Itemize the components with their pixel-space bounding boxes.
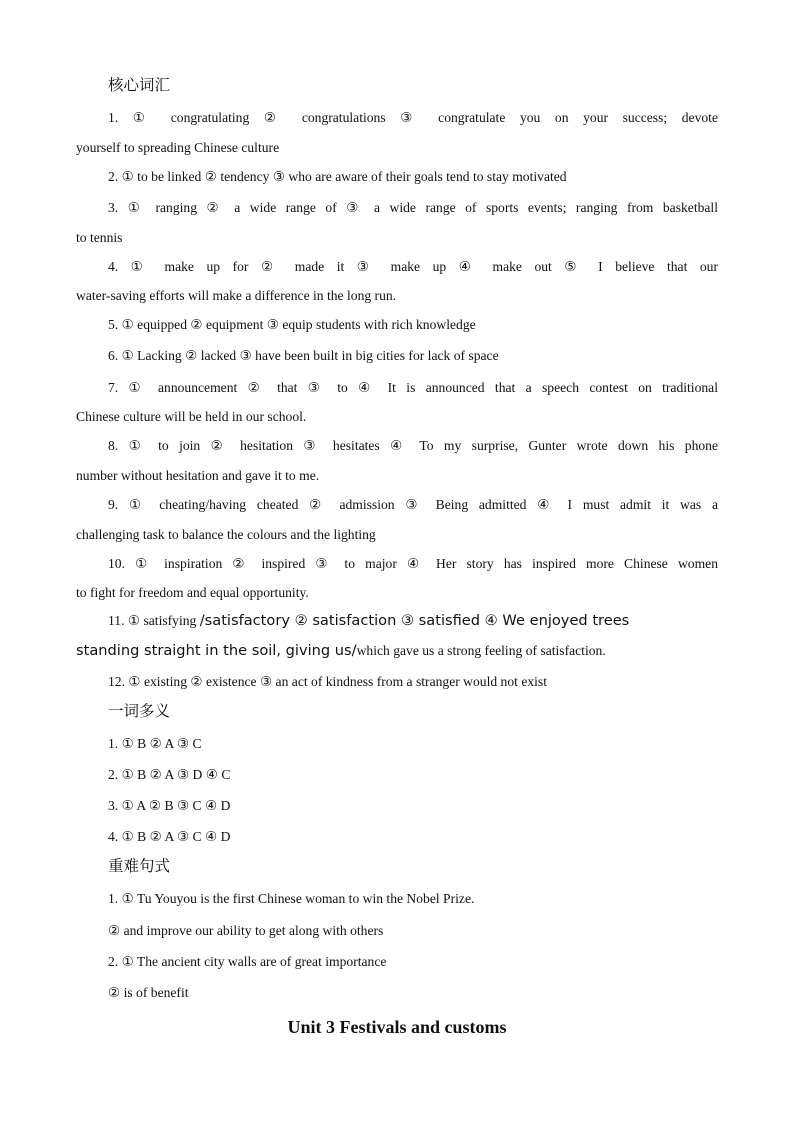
vocab-item-11-sans-continuation: standing straight in the soil, giving us/	[76, 642, 357, 659]
vocab-item-8-line-2: number without hesitation and gave it to me.	[76, 468, 320, 483]
polysemy-item-3: 3. ① A ② B ③ C ④ D	[108, 798, 231, 813]
vocab-item-7-line-1: 7. ① announcement ② that ③ to ④ It is announced that a speech contest on traditional	[108, 380, 718, 395]
polysemy-item-4: 4. ① B ② A ③ C ④ D	[108, 829, 231, 844]
vocab-item-8-line-1: 8. ① to join ② hesitation ③ hesitates ④ To my surprise, Gunter wrote down his phone	[108, 438, 718, 453]
unit-title: Unit 3 Festivals and customs	[287, 1017, 507, 1037]
vocab-item-3-line-1: 3. ① ranging ② a wide range of ③ a wide range of sports events; ranging from basketball	[108, 200, 718, 215]
vocab-item-3-line-2: to tennis	[76, 230, 123, 245]
vocab-item-10-line-2: to fight for freedom and equal opportunity.	[76, 585, 309, 600]
vocab-item-9-line-2: challenging task to balance the colours and the lighting	[76, 527, 376, 542]
sentence-item-1b: ② and improve our ability to get along with others	[108, 923, 384, 938]
vocab-item-11-line-1	[108, 612, 718, 630]
vocab-item-7-line-2: Chinese culture will be held in our school.	[76, 409, 307, 424]
vocab-item-2: 2. ① to be linked ② tendency ③ who are aware of their goals tend to stay motivated	[108, 169, 567, 184]
vocab-item-9-line-1: 9. ① cheating/having cheated ② admission ③ Being admitted ④ I must admit it was a	[108, 497, 718, 512]
sentence-item-2a: 2. ① The ancient city walls are of great importance	[108, 954, 387, 969]
polysemy-heading: 一词多义	[108, 703, 171, 720]
polysemy-item-2: 2. ① B ② A ③ D ④ C	[108, 767, 231, 782]
vocab-item-4-line-2: water-saving efforts will make a difference in the long run.	[76, 288, 397, 303]
sentence-item-2b: ② is of benefit	[108, 985, 189, 1000]
vocab-item-10-line-1: 10. ① inspiration ② inspired ③ to major ④ Her story has inspired more Chinese women	[108, 556, 718, 571]
vocab-item-4-line-1: 4. ① make up for ② made it ③ make up ④ make out ⑤ I believe that our	[108, 259, 718, 274]
vocab-item-11-serif-part: 11. ① satisfying	[108, 613, 200, 628]
vocab-item-6: 6. ① Lacking ② lacked ③ have been built in big cities for lack of space	[108, 348, 499, 363]
vocab-item-12: 12. ① existing ② existence ③ an act of kindness from a stranger would not exist	[108, 674, 547, 689]
core-vocabulary-heading: 核心词汇	[108, 77, 171, 94]
vocab-item-1-line-1: 1. ① congratulating ② congratulations ③ congratulate you on your success; devote	[108, 110, 718, 125]
vocab-item-5: 5. ① equipped ② equipment ③ equip students with rich knowledge	[108, 317, 476, 332]
vocab-item-11-sans-part: /satisfactory ② satisfaction ③ satisfied ④ We enjoyed trees	[199, 612, 630, 629]
vocab-item-11-serif-end: which gave us a strong feeling of satisfaction.	[356, 643, 606, 658]
vocab-item-11-line-2	[76, 642, 718, 660]
difficult-sentences-heading: 重难句式	[108, 858, 171, 875]
sentence-item-1a: 1. ① Tu Youyou is the first Chinese woman to win the Nobel Prize.	[108, 891, 475, 906]
polysemy-item-1: 1. ① B ② A ③ C	[108, 736, 202, 751]
vocab-item-1-line-2: yourself to spreading Chinese culture	[76, 140, 280, 155]
